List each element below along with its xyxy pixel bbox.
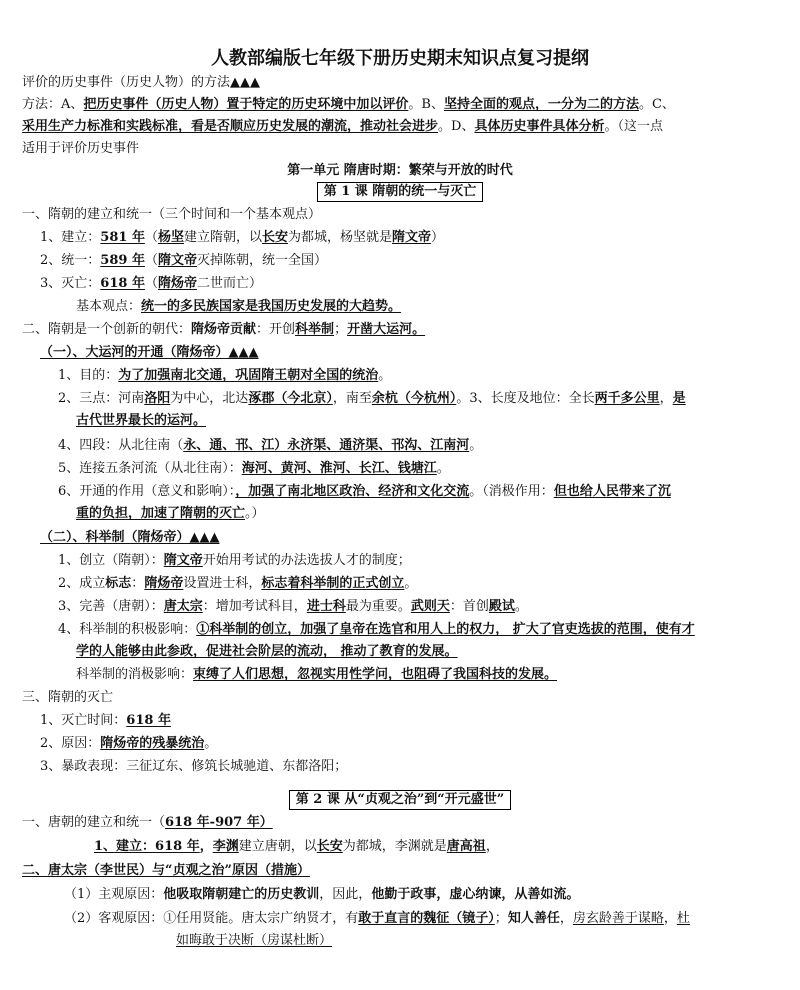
emphasis: 唐太宗 [163,599,203,614]
section-heading [22,321,425,339]
emphasis: 武则天 [410,599,450,614]
text: ：首创 [449,599,489,614]
list-item [40,252,327,270]
text: 。B、 [408,97,444,112]
section-heading: 一、隋朝的建立和统一（三个时间和一个基本观点） [22,207,322,222]
text: 基本观点： [76,299,142,314]
emphasis: 他吸取隋朝建亡的历史教训 [163,887,320,902]
text: 。 [514,599,528,614]
text: ：开创 [256,322,296,337]
emphasis: 618 年-907 年） [165,815,273,830]
text: ， [559,911,573,926]
method-line-1 [22,96,675,114]
text: 5、连接五条河流（从北往南）： [58,461,242,476]
list-item-continued: 古代世界最长的运河。 [76,413,207,428]
emphasis: 618 年 [126,713,171,728]
list-item [64,886,579,904]
text: 。 [204,736,218,751]
emphasis: 敢于直言的魏征（镜子） [358,911,495,926]
text: 6、开通的作用（意义和影响）： [58,484,236,499]
emphasis: 知人善任 [507,911,560,926]
text: ， [199,839,213,854]
method-heading: 评价的历史事件（历史人物）的方法▲▲▲ [22,75,260,90]
emphasis: 589 年 [100,253,145,268]
text: 2、成立 [58,576,106,591]
list-item [58,598,528,616]
emphasis: 618 年 [155,839,200,854]
unit-heading: 第一单元 隋唐时期：繁荣与开放的时代 [287,163,513,178]
emphasis: 房玄龄善于谋略 [572,911,664,926]
emphasis: 长安 [262,230,289,245]
text: 二、隋朝是一个创新的朝代： [22,322,192,337]
negative-influence [76,666,557,684]
emphasis: 采用生产力标准和实践标准，看是否顺应历史发展的潮流，推动社会进步 [22,119,439,134]
text: 。D、 [438,119,475,134]
text: 1、灭亡时间： [40,713,127,728]
text: 建立唐朝，以 [238,839,317,854]
list-item [58,552,411,570]
lesson-2-title-row [0,790,800,810]
text: 。（这一点 [604,119,663,134]
text: 建立隋朝，以 [183,230,262,245]
text: ，南至 [332,391,372,406]
list-item-continued: 如晦敢于决断（房谋杜断） [176,933,333,948]
emphasis: 但也给人民带来了沉 [553,484,671,499]
method-line-2 [22,118,663,136]
text: ； [334,322,348,337]
emphasis: 标志着科举制的正式创立 [261,576,405,591]
text: 。 [469,438,483,453]
text: 为都城，李渊就是 [342,839,447,854]
text: 3、完善（唐朝）： [58,599,164,614]
list-item [40,275,262,293]
emphasis: 长安 [316,839,343,854]
text: ， [659,391,673,406]
emphasis: 进士科 [306,599,346,614]
text: ； [494,911,508,926]
text: 最为重要。 [345,599,411,614]
lesson-1-title-row [0,182,800,202]
emphasis: 杨坚 [157,230,184,245]
text: （ [144,230,158,245]
text: 。 [378,368,392,383]
list-item-continued [76,505,265,523]
emphasis: 隋文帝 [392,230,432,245]
list-item [58,367,391,385]
emphasis: ，加强了南北地区政治、经济和文化交流 [235,484,470,499]
list-item [58,460,450,478]
emphasis: 唐高祖 [446,839,486,854]
text: 1、创立（隋朝）： [58,553,164,568]
emphasis: 涿郡（今北京） [248,391,333,406]
list-item [64,910,690,928]
text: （ [144,276,158,291]
emphasis: ①科举制的创立，加强了皇帝在选官和用人上的权力， 扩大了官吏选拔的范围，使有才 [196,622,695,637]
emphasis: 束缚了人们思想，忽视实用性学问，也阻碍了我国科技的发展。 [193,667,558,682]
list-item-continued: 学的人能够由此参政，促进社会阶层的流动， 推动了教育的发展。 [76,644,458,659]
text: 1、目的： [58,368,119,383]
emphasis: 坚持全面的观点，一分为二的方法 [443,97,639,112]
emphasis: 两千多公里 [594,391,660,406]
text: 。 [436,461,450,476]
emphasis: 隋炀帝贡献 [191,322,257,337]
text: 4、四段：从北往南（ [58,438,184,453]
text: 。（消极作用： [469,484,554,499]
text: 科举制的消极影响： [76,667,194,682]
list-item [58,437,482,455]
text: ：增加考试科目， [202,599,307,614]
text: ，因此， [319,887,372,902]
text: ： [131,576,145,591]
emphasis: 为了加强南北交通，巩固隋王朝对全国的统治 [118,368,379,383]
emphasis: 海河、黄河、淮河、长江、钱塘江 [241,461,437,476]
text: 一、唐朝的建立和统一（ [22,815,166,830]
text: 。） [245,506,265,521]
text: 。 [404,576,418,591]
text: 开始用考试的办法选拔人才的制度； [202,553,411,568]
emphasis: 隋文帝 [163,553,203,568]
emphasis: 581 年 [100,230,145,245]
emphasis: 具体历史事件具体分析 [474,119,605,134]
text: （ [144,253,158,268]
text: ） [431,230,445,245]
list-item [40,735,217,753]
list-item [40,712,171,730]
emphasis: 隋炀帝 [157,276,197,291]
emphasis: 殿试 [488,599,515,614]
text: 方法：A、 [22,97,84,112]
emphasis: 重的负担，加速了隋朝的灭亡 [76,506,246,521]
emphasis: 永、通、邗、江）永济渠、通济渠、邗沟、江南河 [183,438,470,453]
emphasis: 他勤于政事，虚心纳谏，从善如流。 [371,887,580,902]
text: 2、三点：河南 [58,391,145,406]
basic-viewpoint [76,298,401,316]
text: 二世而亡） [196,276,262,291]
emphasis: 标志 [105,576,132,591]
text: （2）客观原因：①任用贤能。唐太宗广纳贤才，有 [64,911,359,926]
list-item [94,838,499,856]
emphasis: 开凿大运河。 [347,322,426,337]
emphasis: 余杭（今杭州） [371,391,457,406]
text: （1）主观原因： [64,887,164,902]
emphasis: 1、建立： [94,839,156,854]
text: 。C、 [638,97,675,112]
list-item [58,575,417,593]
emphasis: 洛阳 [144,391,171,406]
list-item: 3、暴政表现：三征辽东、修筑长城驰道、东都洛阳； [40,759,348,774]
text: 1、建立： [40,230,101,245]
emphasis: 李渊 [212,839,239,854]
emphasis: 科举制 [295,322,335,337]
emphasis: 隋炀帝的残暴统治 [100,736,205,751]
text: 4、科举制的积极影响： [58,622,197,637]
emphasis: 隋炀帝 [144,576,184,591]
subsection-heading: （一）、大运河的开通（隋炀帝）▲▲▲ [40,345,259,360]
list-item [58,621,695,639]
section-heading: 三、隋朝的灭亡 [22,690,114,705]
text: 2、统一： [40,253,101,268]
list-item [58,483,671,501]
text: 3、灭亡： [40,276,101,291]
text: 灭掉陈朝，统一全国） [196,253,327,268]
section-heading [22,814,273,832]
emphasis: 杜 [676,911,690,926]
text: 。3、长度及地位：全长 [456,391,595,406]
text: ， [485,839,499,854]
text: 设置进士科， [183,576,262,591]
emphasis: 统一的多民族国家是我国历史发展的大趋势。 [141,299,402,314]
text: 2、原因： [40,736,101,751]
emphasis: 把历史事件（历史人物）置于特定的历史环境中加以评价 [83,97,409,112]
emphasis: 是 [672,391,686,406]
document-title: 人教部编版七年级下册历史期末知识点复习提纲 [211,48,589,69]
emphasis: 隋文帝 [157,253,197,268]
lesson-2-title: 第 2 课 从“贞观之治”到“开元盛世” [289,790,512,810]
list-item [58,390,686,408]
text: 为中心，北达 [170,391,249,406]
method-line-3: 适用于评价历史事件 [22,141,140,156]
section-heading: 二、唐太宗（李世民）与“贞观之治”原因（措施） [22,863,310,878]
text: 为都城，杨坚就是 [288,230,393,245]
subsection-heading: （二）、科举制（隋炀帝）▲▲▲ [40,530,220,545]
list-item [40,229,444,247]
lesson-1-title: 第 1 课 隋朝的统一与灭亡 [317,182,484,202]
text: ， [663,911,677,926]
emphasis: 618 年 [100,276,145,291]
